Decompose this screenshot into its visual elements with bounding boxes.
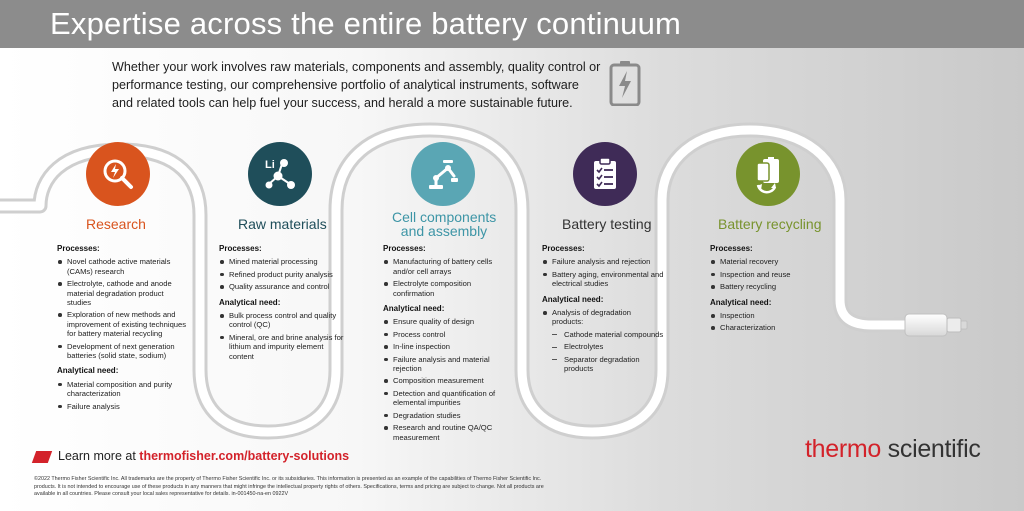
title-bar [0,0,1024,48]
battery-recycling-title: Battery recycling [718,216,822,232]
list-item: Exploration of new methods and improvement of existing techniques for battery material recycling [57,310,187,338]
list-item: Inspection [710,311,825,320]
testing-processes-list [542,257,664,288]
testing-subneed-list [542,330,664,374]
intro-paragraph: Whether your work involves raw materials, components and assembly, quality control or performance testing, our comprehensive portfolio of analytical instruments, software and related tools can help fuel your success, and herald a more sustainable future. [112,60,601,110]
battery-recycling-icon-circle [736,142,800,206]
raw-need-list [219,311,349,361]
list-item: Cathode material compounds [552,330,664,339]
brand-thermo: thermo [805,435,882,463]
magnifier-bolt-icon [98,154,138,194]
testing-need-list [542,308,664,327]
brand-scientific: scientific [887,435,981,463]
battery-icon [608,60,642,106]
list-item: Electrolytes [552,342,664,351]
battery-testing-content [542,244,664,379]
recycling-processes-heading: Processes: [710,244,753,253]
cell-components-content [383,244,505,448]
list-item: Analysis of degradation products: [542,308,664,327]
robotic-arm-icon [423,154,463,194]
cell-title-line-2: and assembly [400,223,488,239]
learn-more-prefix: Learn more at [58,449,140,463]
list-item: Composition measurement [383,376,505,385]
list-item: Battery aging, environmental and electrical studies [542,270,664,289]
research-title: Research [86,216,146,232]
raw-processes-list [219,257,349,291]
recycling-need-heading: Analytical need: [710,297,772,307]
cell-processes-heading: Processes: [383,244,426,253]
testing-need-heading: Analytical need: [542,294,604,304]
recycling-processes-list [710,257,825,291]
battery-testing-title: Battery testing [562,216,652,232]
raw-materials-content [219,244,349,367]
list-item: Ensure quality of design [383,317,505,326]
list-item: Quality assurance and control [219,282,349,291]
list-item: Failure analysis and rejection [542,257,664,266]
clipboard-checklist-icon [585,154,625,194]
list-item: Material composition and purity characterization [57,380,187,399]
battery-recycling-content [710,244,825,339]
list-item: Material recovery [710,257,825,266]
learn-more-line [58,449,349,463]
research-need-heading: Analytical need: [57,366,119,376]
raw-materials-icon-circle [248,142,312,206]
list-item: Refined product purity analysis [219,270,349,279]
raw-need-heading: Analytical need: [219,297,281,307]
lithium-molecule-icon [260,154,300,194]
list-item: Separator degradation products [552,355,664,374]
cell-title-line-1: Cell components [392,209,497,225]
recycle-battery-icon [748,154,788,194]
research-need-list [57,380,187,411]
cable-plug [905,314,967,336]
research-processes-list [57,257,187,360]
svg-text:Li: Li [265,159,275,171]
cell-components-title [392,210,496,238]
cell-processes-list [383,257,505,298]
legal-notice: ©2022 Thermo Fisher Scientific Inc. All trademarks are the property of Thermo Fisher Scientific Inc. or its subsidiaries. This information is presented as an example of the capabilities of Thermo Fisher Scientific Inc. products. It is not intended to encourage use of these products in any manners that might infringe the intellectual property rights of others. Specifications, terms and pricing are subject to change. Not all products are available in all countries. Please consult your local sales representative for details. in-001450-na-en 0922V [34,476,544,498]
list-item: Novel cathode active materials (CAMs) research [57,257,187,276]
cell-need-list [383,317,505,441]
list-item: Electrolyte, cathode and anode material degradation product studies [57,279,187,307]
list-item: Battery recycling [710,282,825,291]
list-item: Bulk process control and quality control (QC) [219,311,349,330]
list-item: Process control [383,330,505,339]
raw-processes-heading: Processes: [219,244,262,253]
list-item: Mined material processing [219,257,349,266]
learn-more-link[interactable]: thermofisher.com/battery-solutions [139,449,350,463]
list-item: Degradation studies [383,411,505,420]
list-item: Characterization [710,323,825,332]
recycling-need-list [710,311,825,333]
thermo-scientific-logo [805,435,981,464]
list-item: Research and routine QA/QC measurement [383,423,505,442]
cell-need-heading: Analytical need: [383,304,445,314]
research-icon-circle [86,142,150,206]
testing-processes-heading: Processes: [542,244,585,253]
research-content [57,244,187,417]
raw-materials-title: Raw materials [238,216,327,232]
research-processes-heading: Processes: [57,244,100,253]
list-item: Inspection and reuse [710,270,825,279]
list-item: Failure analysis and material rejection [383,355,505,374]
page-title: Expertise across the entire battery continuum [50,6,682,41]
list-item: Detection and quantification of elemental impurities [383,389,505,408]
list-item: In-line inspection [383,342,505,351]
list-item: Failure analysis [57,402,187,411]
cell-components-icon-circle [411,142,475,206]
list-item: Manufacturing of battery cells and/or cell arrays [383,257,505,276]
list-item: Electrolyte composition confirmation [383,279,505,298]
list-item: Mineral, ore and brine analysis for lithium and impurity element content [219,333,349,361]
list-item: Development of next generation batteries (solid state, sodium) [57,342,187,361]
battery-testing-icon-circle [573,142,637,206]
